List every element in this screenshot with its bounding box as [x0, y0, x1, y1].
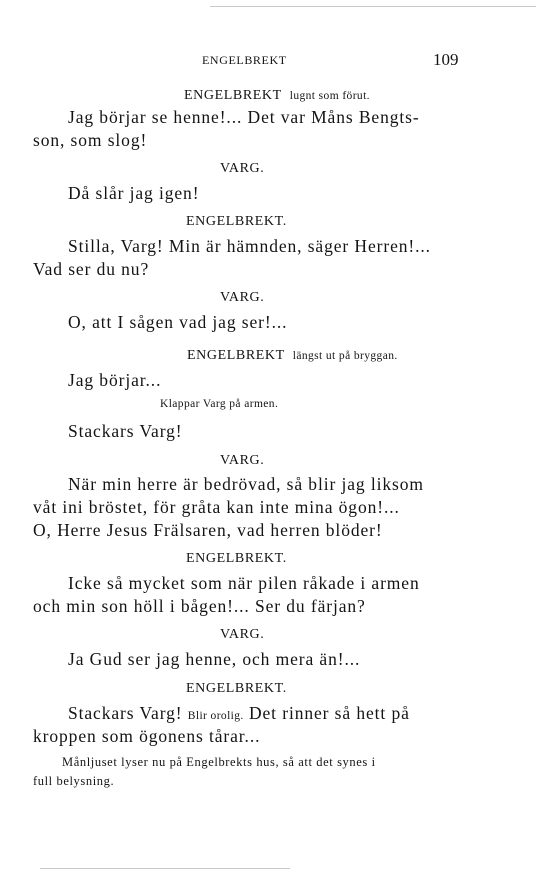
- speech-line: O, Herre Jesus Frälsaren, vad herren blöder!: [33, 520, 383, 540]
- speaker-name: VARG.: [220, 627, 265, 642]
- bottom-edge-line: [40, 868, 290, 869]
- speech-line: Då slår jag igen!: [68, 183, 200, 203]
- speech-line: kroppen som ögonens tårar...: [33, 726, 261, 746]
- speech-line: och min son höll i bågen!... Ser du färjan?: [33, 596, 366, 616]
- stage-direction: Blir orolig.: [187, 710, 244, 722]
- speech-line: [68, 703, 410, 724]
- stage-note-line: Månljuset lyser nu på Engelbrekts hus, så att det synes i: [62, 755, 376, 769]
- speech-line: Jag börjar...: [68, 370, 162, 390]
- speaker-name: ENGELBREKT.: [186, 551, 287, 566]
- speaker-name: VARG.: [220, 161, 265, 176]
- speaker-heading: [187, 346, 398, 364]
- speaker-name: VARG.: [220, 453, 265, 468]
- speech-line: Stackars Varg!: [68, 421, 183, 441]
- speaker-name: ENGELBREKT.: [186, 214, 287, 229]
- speech-line: Stilla, Varg! Min är hämnden, säger Herren!...: [68, 236, 431, 256]
- speech-line: Ja Gud ser jag henne, och mera än!...: [68, 649, 361, 669]
- top-edge-line: [210, 6, 536, 7]
- running-title: ENGELBREKT: [202, 53, 287, 67]
- stage-note-line: full belysning.: [33, 774, 115, 788]
- page-number: 109: [433, 50, 459, 69]
- speech-text: Stackars Varg!: [68, 703, 188, 723]
- speech-line: våt ini bröstet, för gråta kan inte mina ögon!...: [33, 497, 400, 517]
- speech-line: O, att I sågen vad jag ser!...: [68, 312, 288, 332]
- speaker-name: VARG.: [220, 290, 265, 305]
- speech-line: Jag börjar se henne!... Det var Måns Bengts-: [68, 107, 420, 127]
- speaker-heading: [184, 86, 370, 104]
- stage-direction: längst ut på bryggan.: [292, 350, 398, 362]
- speaker-name: ENGELBREKT.: [186, 681, 287, 696]
- speech-text: Det rinner så hett på: [243, 703, 410, 723]
- speech-line: Icke så mycket som när pilen råkade i armen: [68, 573, 420, 593]
- speech-line: Vad ser du nu?: [33, 259, 150, 279]
- speech-line: När min herre är bedrövad, så blir jag liksom: [68, 474, 424, 494]
- stage-direction: Klappar Varg på armen.: [160, 398, 279, 410]
- stage-direction: lugnt som förut.: [289, 90, 370, 102]
- speaker-name: ENGELBREKT: [184, 88, 282, 103]
- speech-line: son, som slog!: [33, 130, 148, 150]
- speaker-name: ENGELBREKT: [187, 348, 285, 363]
